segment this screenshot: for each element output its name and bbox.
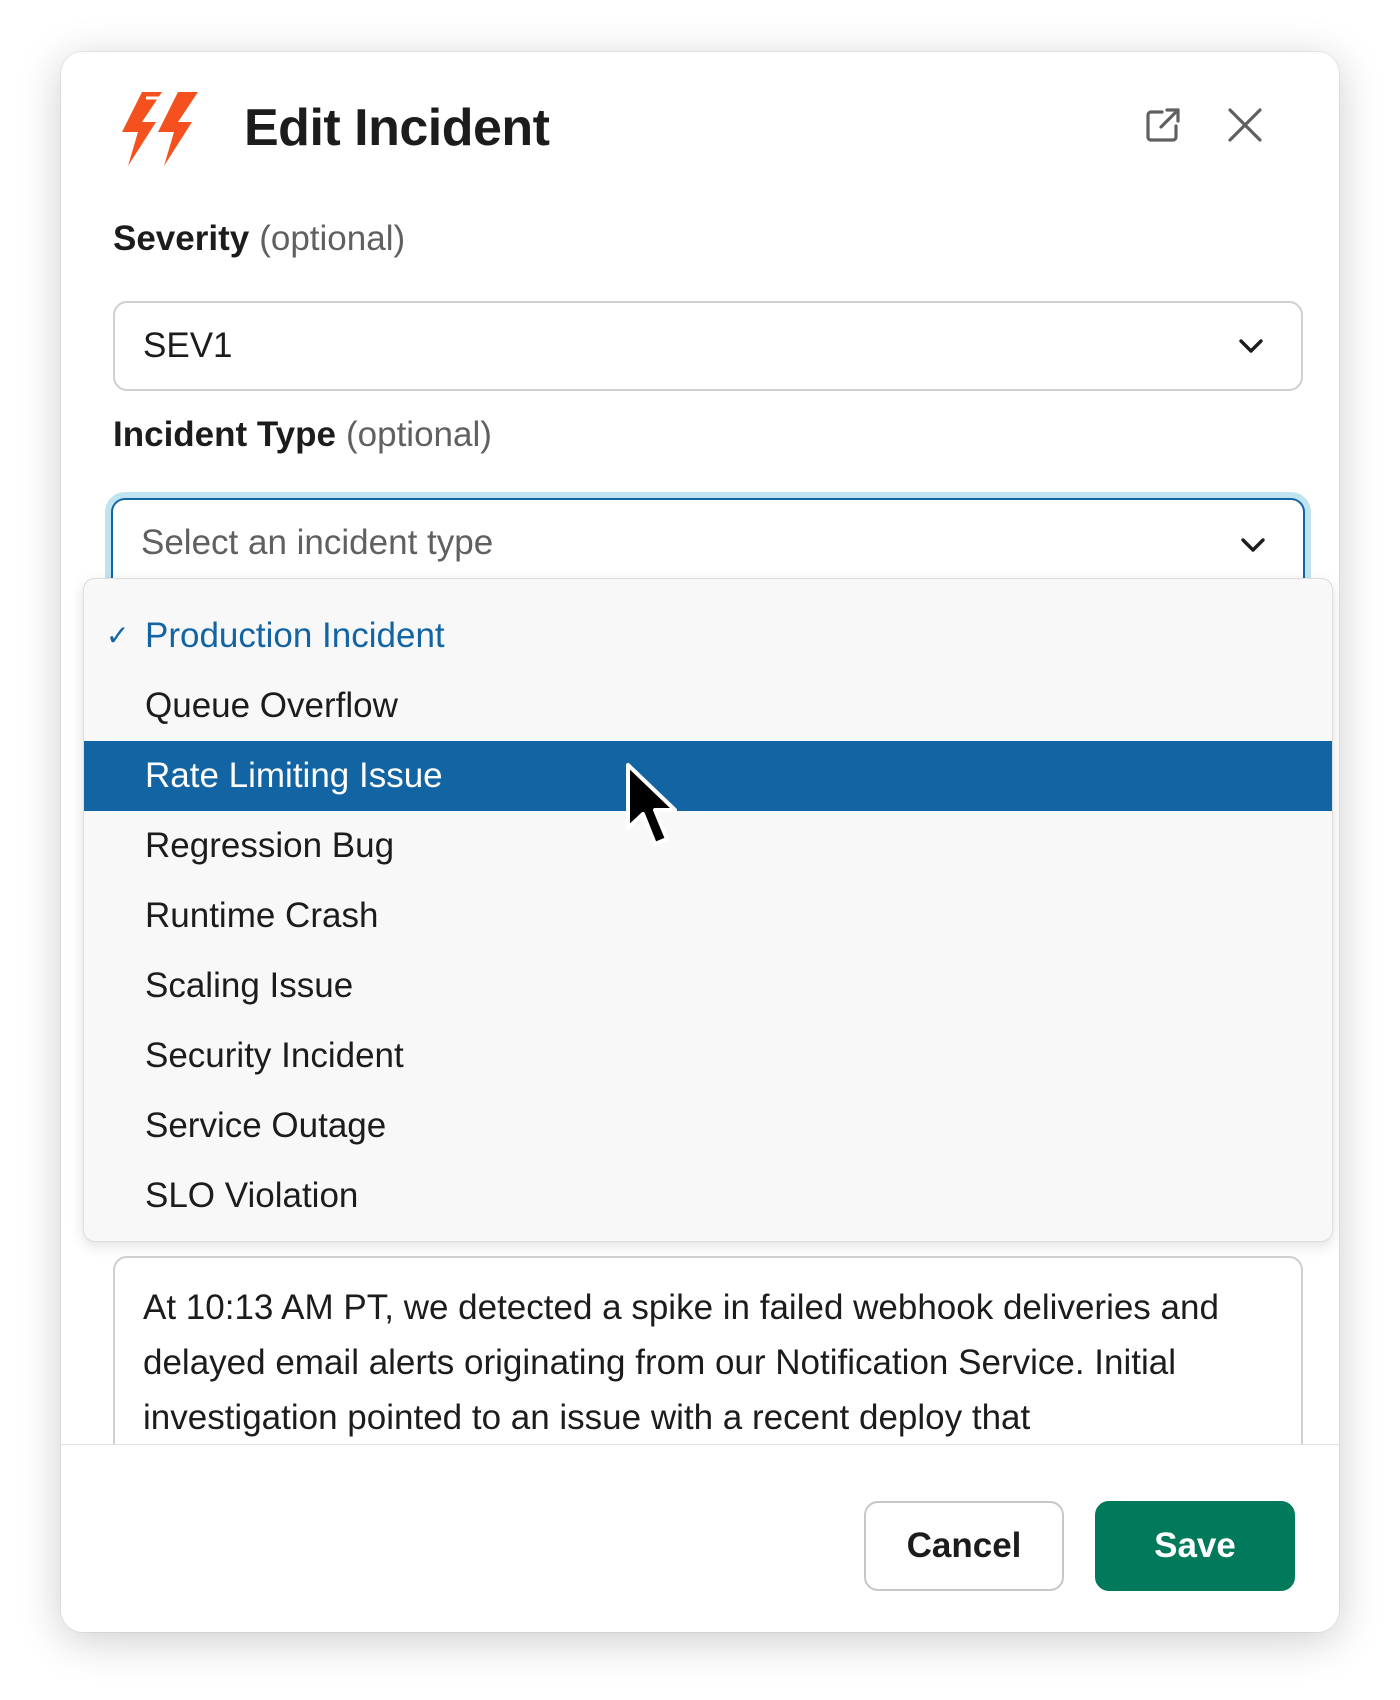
severity-select[interactable] bbox=[113, 301, 1303, 391]
option-slo-violation[interactable] bbox=[84, 1161, 1332, 1231]
description-textarea[interactable]: At 10:13 AM PT, we detected a spike in failed webhook deliveries and delayed email alerts originating from our Notification Service. Initial investigation pointed to an issue with a recent deploy that bbox=[113, 1256, 1303, 1556]
severity-label bbox=[113, 215, 405, 263]
option-label: Queue Overflow bbox=[145, 686, 398, 725]
option-label: Service Outage bbox=[145, 1106, 387, 1145]
option-security-incident[interactable] bbox=[84, 1021, 1332, 1091]
incident-type-dropdown bbox=[83, 578, 1333, 1242]
option-label: Regression Bug bbox=[145, 826, 395, 865]
incident-type-label bbox=[113, 411, 492, 459]
option-label: Scaling Issue bbox=[145, 966, 354, 1005]
option-regression-bug[interactable] bbox=[84, 811, 1332, 881]
option-runtime-crash[interactable] bbox=[84, 881, 1332, 951]
option-queue-overflow[interactable] bbox=[84, 671, 1332, 741]
option-label: Rate Limiting Issue bbox=[145, 756, 443, 795]
option-production-incident[interactable] bbox=[84, 601, 1332, 671]
open-in-new-window-button[interactable] bbox=[1136, 98, 1190, 152]
option-scaling-issue[interactable] bbox=[84, 951, 1332, 1021]
dialog-title: Edit Incident bbox=[244, 99, 550, 157]
edit-incident-dialog bbox=[61, 52, 1339, 1632]
dialog-footer bbox=[61, 1444, 1339, 1632]
chevron-down-icon bbox=[1237, 334, 1265, 358]
incident-type-optional-hint: (optional) bbox=[346, 415, 492, 454]
incident-type-placeholder: Select an incident type bbox=[141, 523, 494, 562]
option-label: Production Incident bbox=[145, 616, 445, 655]
option-label: SLO Violation bbox=[145, 1176, 359, 1215]
cancel-button[interactable]: Cancel bbox=[864, 1501, 1064, 1591]
incident-type-select[interactable] bbox=[111, 498, 1305, 582]
option-rate-limiting-issue[interactable] bbox=[84, 741, 1332, 811]
close-button[interactable] bbox=[1218, 98, 1272, 152]
incident-bolt-logo bbox=[116, 88, 206, 170]
checkmark-icon: ✓ bbox=[106, 620, 130, 651]
severity-optional-hint: (optional) bbox=[259, 219, 406, 258]
save-button[interactable]: Save bbox=[1095, 1501, 1295, 1591]
severity-value: SEV1 bbox=[143, 326, 233, 365]
dialog-header bbox=[61, 52, 1339, 202]
chevron-down-icon bbox=[1239, 533, 1267, 557]
option-service-outage[interactable] bbox=[84, 1091, 1332, 1161]
close-icon bbox=[1225, 105, 1265, 145]
option-label: Security Incident bbox=[145, 1036, 404, 1075]
incident-type-label-text: Incident Type bbox=[113, 415, 336, 454]
severity-label-text: Severity bbox=[113, 219, 250, 258]
external-link-icon bbox=[1142, 104, 1184, 146]
option-label: Runtime Crash bbox=[145, 896, 379, 935]
